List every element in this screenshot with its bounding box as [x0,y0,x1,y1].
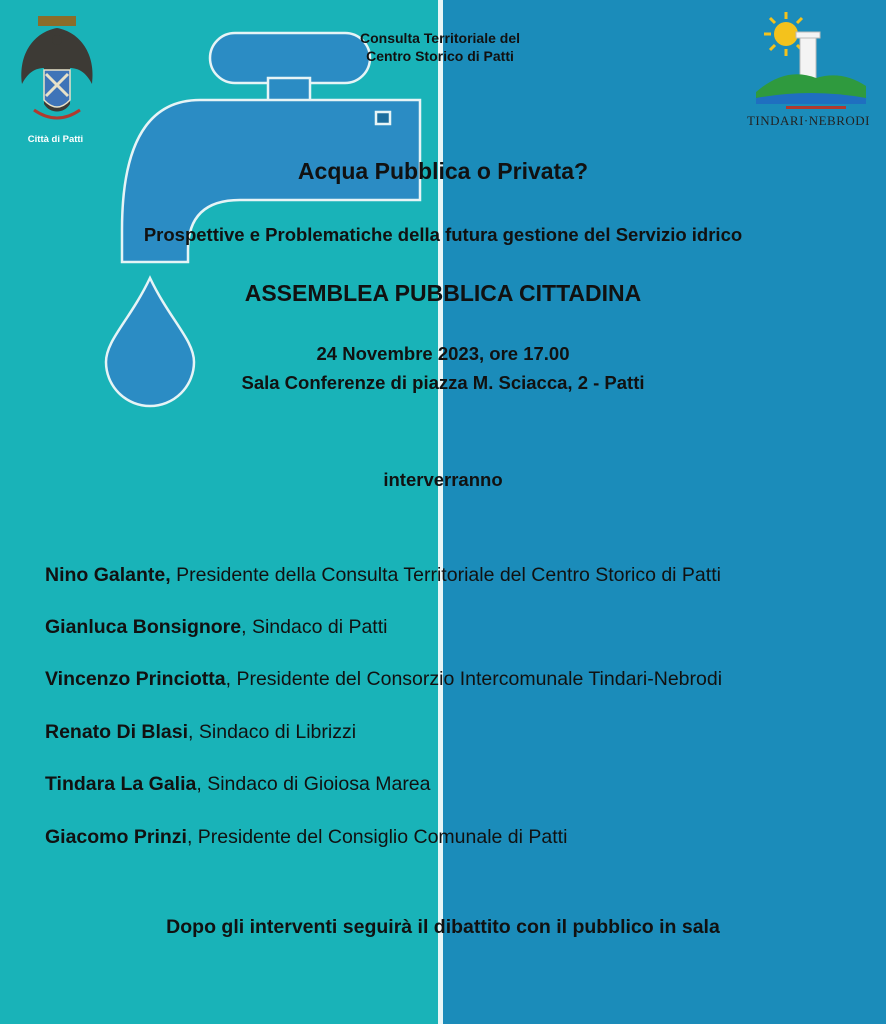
speaker-name: Giacomo Prinzi [45,826,187,848]
speaker-item [45,564,721,587]
patti-crest-logo [14,14,100,134]
speaker-item [45,668,722,691]
speaker-role: , Sindaco di Gioiosa Marea [196,773,431,795]
speaker-role: , Sindaco di Patti [241,616,388,638]
speaker-role: , Presidente del Consorzio Intercomunale Tindari-Nebrodi [225,668,723,690]
tindari-nebrodi-logo [756,12,868,112]
event-title: Acqua Pubblica o Privata? [297,158,589,184]
speaker-role: , Sindaco di Librizzi [188,721,357,743]
organizer-name-line2: Centro Storico di Patti [366,48,514,64]
consortium-logo-text: TINDARI·NEBRODI [746,113,871,128]
speaker-name: Renato Di Blasi [45,721,189,743]
speaker-name: Tindara La Galia [45,773,197,795]
event-date-time: 24 Novembre 2023, ore 17.00 [316,343,570,364]
organizer-name-line1: Consulta Territoriale del [360,30,520,46]
speaker-item [45,616,387,639]
closing-note: Dopo gli interventi seguirà il dibattito con il pubblico in sala [166,916,720,938]
city-caption: Città di Patti [27,134,84,145]
speaker-name: Vincenzo Princiotta [45,668,226,690]
speaker-role: , Presidente del Consiglio Comunale di Patti [186,826,568,848]
speaker-name: Gianluca Bonsignore [45,616,242,638]
speaker-role: Presidente della Consulta Territoriale del Centro Storico di Patti [170,564,721,586]
speaker-item [45,826,567,849]
event-subtitle: Prospettive e Problematiche della futura gestione del Servizio idrico [143,224,743,245]
speaker-name: Nino Galante, [45,564,171,586]
assembly-heading: ASSEMBLEA PUBBLICA CITTADINA [244,280,642,306]
speaker-item [45,773,431,796]
event-location: Sala Conferenze di piazza M. Sciacca, 2 - Patti [241,372,645,393]
speaker-item [45,721,356,744]
speakers-intro: interverranno [383,469,503,490]
